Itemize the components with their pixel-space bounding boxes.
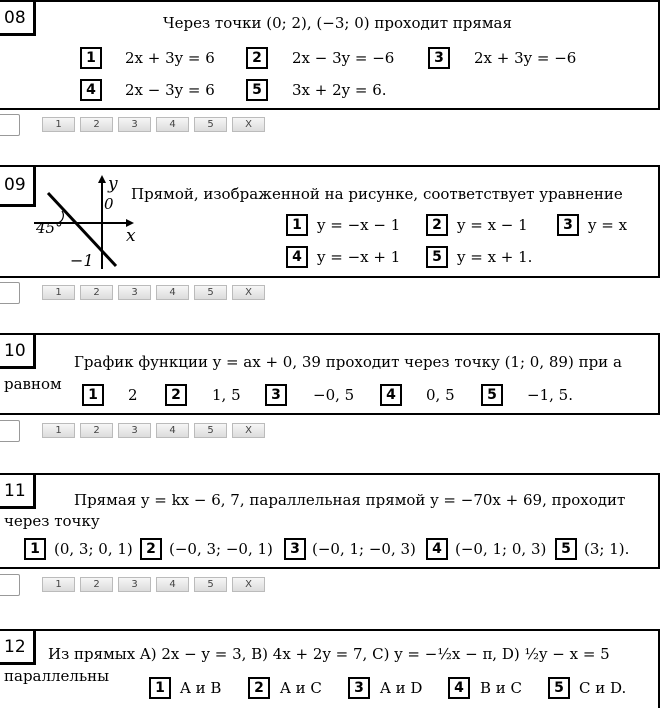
answer-button-clear[interactable]: X [232,423,265,438]
option-text: 0, 5 [426,386,455,404]
question-09 [0,165,660,278]
answer-button-3[interactable]: 3 [118,285,151,300]
answer-button-clear[interactable]: X [232,285,265,300]
option-number-box: 1 [82,384,104,406]
line-graph-figure [28,171,138,277]
answer-button-1[interactable]: 1 [42,577,75,592]
option-text: 2x + 3y = 6 [125,49,215,67]
option-text: y = x + 1. [457,248,533,266]
answer-checkbox[interactable] [0,114,20,136]
option-number-box: 5 [555,538,577,560]
option-number-box: 4 [80,79,102,101]
question-text-continued: параллельны [4,667,110,685]
question-10 [0,333,660,415]
option-number-box: 4 [448,677,470,699]
option-number-box: 5 [246,79,268,101]
answer-button-clear[interactable]: X [232,577,265,592]
answer-button-5[interactable]: 5 [194,577,227,592]
question-11 [0,473,660,569]
option-number-box: 3 [348,677,370,699]
option-text: 2x − 3y = −6 [292,49,395,67]
question-number: 10 [0,335,36,369]
option-text: 2 [128,386,138,404]
option-number-box: 1 [24,538,46,560]
option-number-box: 3 [557,214,579,236]
x-axis-label: x [126,226,136,246]
angle-label: 45° [36,219,63,237]
option-number-box: 2 [165,384,187,406]
option-text: 3x + 2y = 6. [292,81,387,99]
option-text: −0, 5 [313,386,355,404]
question-text: Прямой, изображенной на рисунке, соответствует уравнение [131,185,623,203]
answer-button-5[interactable]: 5 [194,117,227,132]
question-number: 11 [0,475,36,509]
option-number-box: 2 [426,214,448,236]
question-number: 08 [0,2,36,36]
answer-button-1[interactable]: 1 [42,285,75,300]
option-text: y = x − 1 [457,216,528,234]
option-text: (−0, 1; 0, 3) [455,540,547,558]
option-text: y = x [588,216,628,234]
option-number-box: 5 [426,246,448,268]
answer-button-3[interactable]: 3 [118,117,151,132]
option-number-box: 3 [265,384,287,406]
option-text: C и D. [579,679,627,697]
answer-button-2[interactable]: 2 [80,117,113,132]
y-axis-label: y [108,174,118,194]
option-number-box: 4 [286,246,308,268]
question-text: Через точки (0; 2), (−3; 0) проходит прямая [163,14,512,32]
option-number-box: 4 [380,384,402,406]
answer-button-2[interactable]: 2 [80,577,113,592]
option-text: (0, 3; 0, 1) [54,540,133,558]
answer-bar [0,574,300,596]
answer-button-4[interactable]: 4 [156,423,189,438]
answer-bar [0,114,300,136]
question-text: График функции y = ax + 0, 39 проходит через точку (1; 0, 89) при a [74,353,622,371]
question-number: 12 [0,631,36,665]
option-number-box: 2 [140,538,162,560]
option-text: B и C [480,679,523,697]
answer-button-clear[interactable]: X [232,117,265,132]
answer-bar [0,282,300,304]
origin-label: 0 [104,195,114,213]
answer-button-4[interactable]: 4 [156,285,189,300]
option-number-box: 1 [80,47,102,69]
answer-button-3[interactable]: 3 [118,577,151,592]
option-text: y = −x − 1 [317,216,401,234]
option-text: A и D [380,679,423,697]
question-text-continued: через точку [4,512,100,530]
option-number-box: 1 [149,677,171,699]
option-number-box: 3 [428,47,450,69]
option-text: (−0, 3; −0, 1) [169,540,273,558]
answer-button-4[interactable]: 4 [156,577,189,592]
answer-bar [0,420,300,442]
option-number-box: 5 [548,677,570,699]
question-text: Из прямых A) 2x − y = 3, B) 4x + 2y = 7, C) y = −½x − π, D) ½y − x = 5 [48,645,610,663]
option-number-box: 3 [284,538,306,560]
answer-checkbox[interactable] [0,282,20,304]
intercept-label: −1 [70,251,94,270]
answer-button-5[interactable]: 5 [194,285,227,300]
option-text: (−0, 1; −0, 3) [312,540,416,558]
option-text: 2x + 3y = −6 [474,49,577,67]
option-text: 1, 5 [212,386,241,404]
answer-button-1[interactable]: 1 [42,117,75,132]
option-text: 2x − 3y = 6 [125,81,215,99]
question-12 [0,629,660,708]
answer-checkbox[interactable] [0,574,20,596]
answer-button-1[interactable]: 1 [42,423,75,438]
option-number-box: 1 [286,214,308,236]
option-text: A и B [180,679,222,697]
option-number-box: 2 [246,47,268,69]
option-number-box: 5 [481,384,503,406]
option-number-box: 4 [426,538,448,560]
answer-button-3[interactable]: 3 [118,423,151,438]
option-number-box: 2 [248,677,270,699]
question-08 [0,0,660,110]
option-text: y = −x + 1 [317,248,401,266]
answer-button-2[interactable]: 2 [80,423,113,438]
option-text: A и C [280,679,322,697]
answer-button-5[interactable]: 5 [194,423,227,438]
answer-button-2[interactable]: 2 [80,285,113,300]
question-text: Прямая y = kx − 6, 7, параллельная прямой y = −70x + 69, проходит [74,491,626,509]
option-text: (3; 1). [584,540,630,558]
question-text-continued: равном [4,375,62,393]
question-number: 09 [0,167,36,207]
answer-checkbox[interactable] [0,420,20,442]
option-text: −1, 5. [527,386,573,404]
answer-button-4[interactable]: 4 [156,117,189,132]
